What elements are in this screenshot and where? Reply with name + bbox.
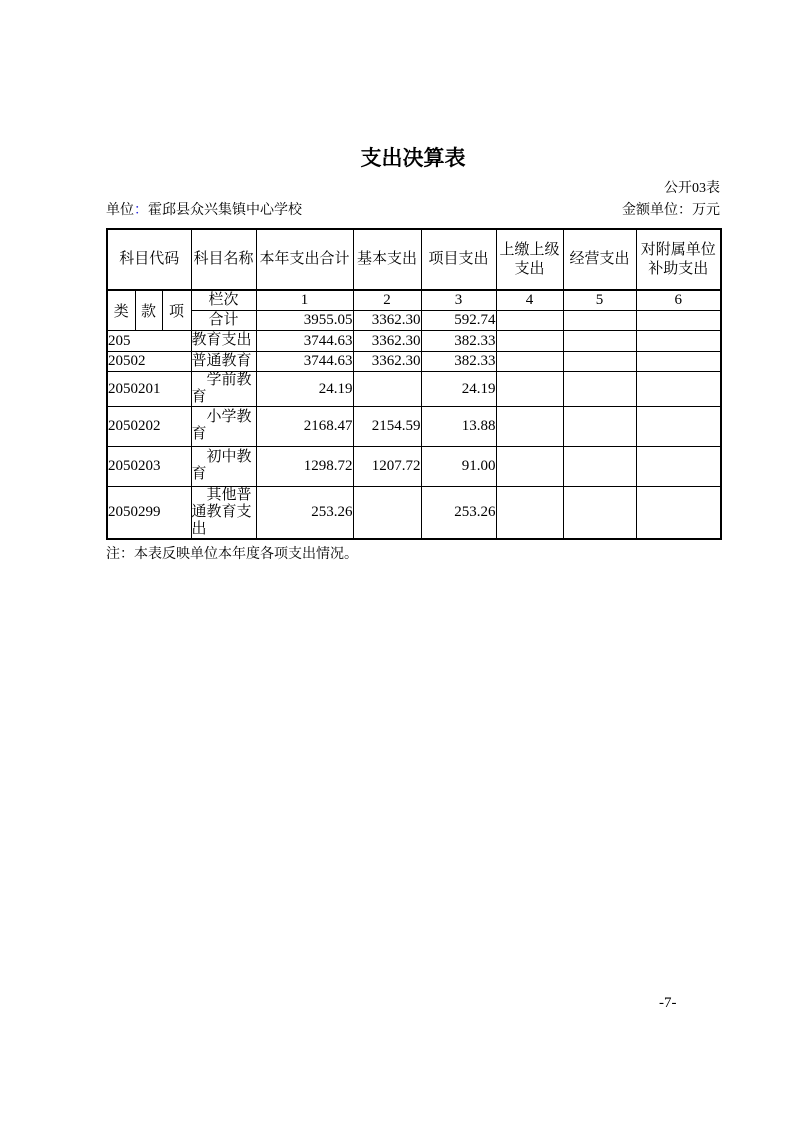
- table-row: [107, 446, 721, 486]
- cell-value: 24.19: [421, 371, 496, 406]
- header-cell-operate: 经营支出: [563, 229, 636, 290]
- cell-code: 20502: [107, 351, 191, 371]
- page-number: -7-: [659, 995, 677, 1011]
- cell-value: [563, 406, 636, 446]
- table-row: [107, 371, 721, 406]
- unit-name: 霍邱县众兴集镇中心学校: [148, 203, 302, 218]
- total-label: 合计: [191, 310, 256, 330]
- cell-value: 253.26: [421, 486, 496, 539]
- cell-name: 初中教育: [191, 446, 256, 486]
- cell-value: [496, 330, 563, 351]
- col-num: 5: [563, 290, 636, 310]
- col-num: 1: [256, 290, 353, 310]
- meta-line: [106, 202, 720, 219]
- cell-value: [496, 446, 563, 486]
- cell-value: 3744.63: [256, 330, 353, 351]
- total-row: [107, 310, 721, 330]
- cell-code: 2050203: [107, 446, 191, 486]
- cell-value: [496, 486, 563, 539]
- cell-value: 3744.63: [256, 351, 353, 371]
- cell-value: [496, 351, 563, 371]
- cell-value: [353, 371, 421, 406]
- cell-value: [636, 406, 721, 446]
- cell-value: 592.74: [421, 310, 496, 330]
- cell-value: [563, 371, 636, 406]
- cell-name: 普通教育: [191, 351, 256, 371]
- cell-name: 教育支出: [191, 330, 256, 351]
- unit-line: [106, 202, 302, 219]
- cell-value: [636, 310, 721, 330]
- header-cell-upload: 上缴上级支出: [496, 229, 563, 290]
- cell-name: 其他普通教育支出: [191, 486, 256, 539]
- cell-code: 2050201: [107, 371, 191, 406]
- cell-value: [636, 371, 721, 406]
- table-row: [107, 406, 721, 446]
- header-cell-subject-code: 科目代码: [107, 229, 191, 290]
- cell-value: [563, 446, 636, 486]
- cell-value: [636, 486, 721, 539]
- header-cell-subject-name: 科目名称: [191, 229, 256, 290]
- cell-value: [496, 406, 563, 446]
- header-row: [107, 229, 721, 290]
- form-number-label: 公开03表: [664, 181, 720, 196]
- column-index-row: [107, 290, 721, 310]
- col-num: 2: [353, 290, 421, 310]
- cell-value: [636, 446, 721, 486]
- header-cell-subsidy: 对附属单位补助支出: [636, 229, 721, 290]
- cell-value: 1298.72: [256, 446, 353, 486]
- subheader-class: 类: [107, 290, 135, 330]
- cell-value: [496, 371, 563, 406]
- cell-value: [636, 351, 721, 371]
- header-cell-project: 项目支出: [421, 229, 496, 290]
- cell-name: 学前教育: [191, 371, 256, 406]
- cell-value: 1207.72: [353, 446, 421, 486]
- col-num: 4: [496, 290, 563, 310]
- cell-value: [563, 310, 636, 330]
- cell-value: [496, 310, 563, 330]
- cell-code: 2050202: [107, 406, 191, 446]
- cell-value: 382.33: [421, 330, 496, 351]
- cell-value: 2168.47: [256, 406, 353, 446]
- page-title: 支出决算表: [360, 147, 466, 170]
- cell-value: 3362.30: [353, 330, 421, 351]
- col-num: 6: [636, 290, 721, 310]
- cell-code: 2050299: [107, 486, 191, 539]
- cell-value: [353, 486, 421, 539]
- cell-value: 3955.05: [256, 310, 353, 330]
- table-row: [107, 351, 721, 371]
- header-cell-total: 本年支出合计: [256, 229, 353, 290]
- lanci-label: 栏次: [191, 290, 256, 310]
- cell-value: [563, 486, 636, 539]
- cell-value: 3362.30: [353, 310, 421, 330]
- cell-value: 253.26: [256, 486, 353, 539]
- subheader-item: 项: [162, 290, 191, 330]
- col-num: 3: [421, 290, 496, 310]
- cell-value: 3362.30: [353, 351, 421, 371]
- cell-value: [563, 351, 636, 371]
- cell-value: 24.19: [256, 371, 353, 406]
- cell-value: 382.33: [421, 351, 496, 371]
- cell-value: 13.88: [421, 406, 496, 446]
- subheader-section: 款: [135, 290, 162, 330]
- cell-value: 2154.59: [353, 406, 421, 446]
- cell-value: 91.00: [421, 446, 496, 486]
- expenditure-table: [106, 228, 722, 540]
- table-note: 注：本表反映单位本年度各项支出情况。: [106, 547, 358, 562]
- table-row: [107, 486, 721, 539]
- amount-unit-label: 金额单位：万元: [622, 203, 720, 218]
- cell-name: 小学教育: [191, 406, 256, 446]
- header-cell-basic: 基本支出: [353, 229, 421, 290]
- cell-value: [563, 330, 636, 351]
- table-row: [107, 330, 721, 351]
- cell-code: 205: [107, 330, 191, 351]
- cell-value: [636, 330, 721, 351]
- unit-colon: ：: [134, 203, 148, 218]
- unit-label: 单位: [106, 203, 134, 218]
